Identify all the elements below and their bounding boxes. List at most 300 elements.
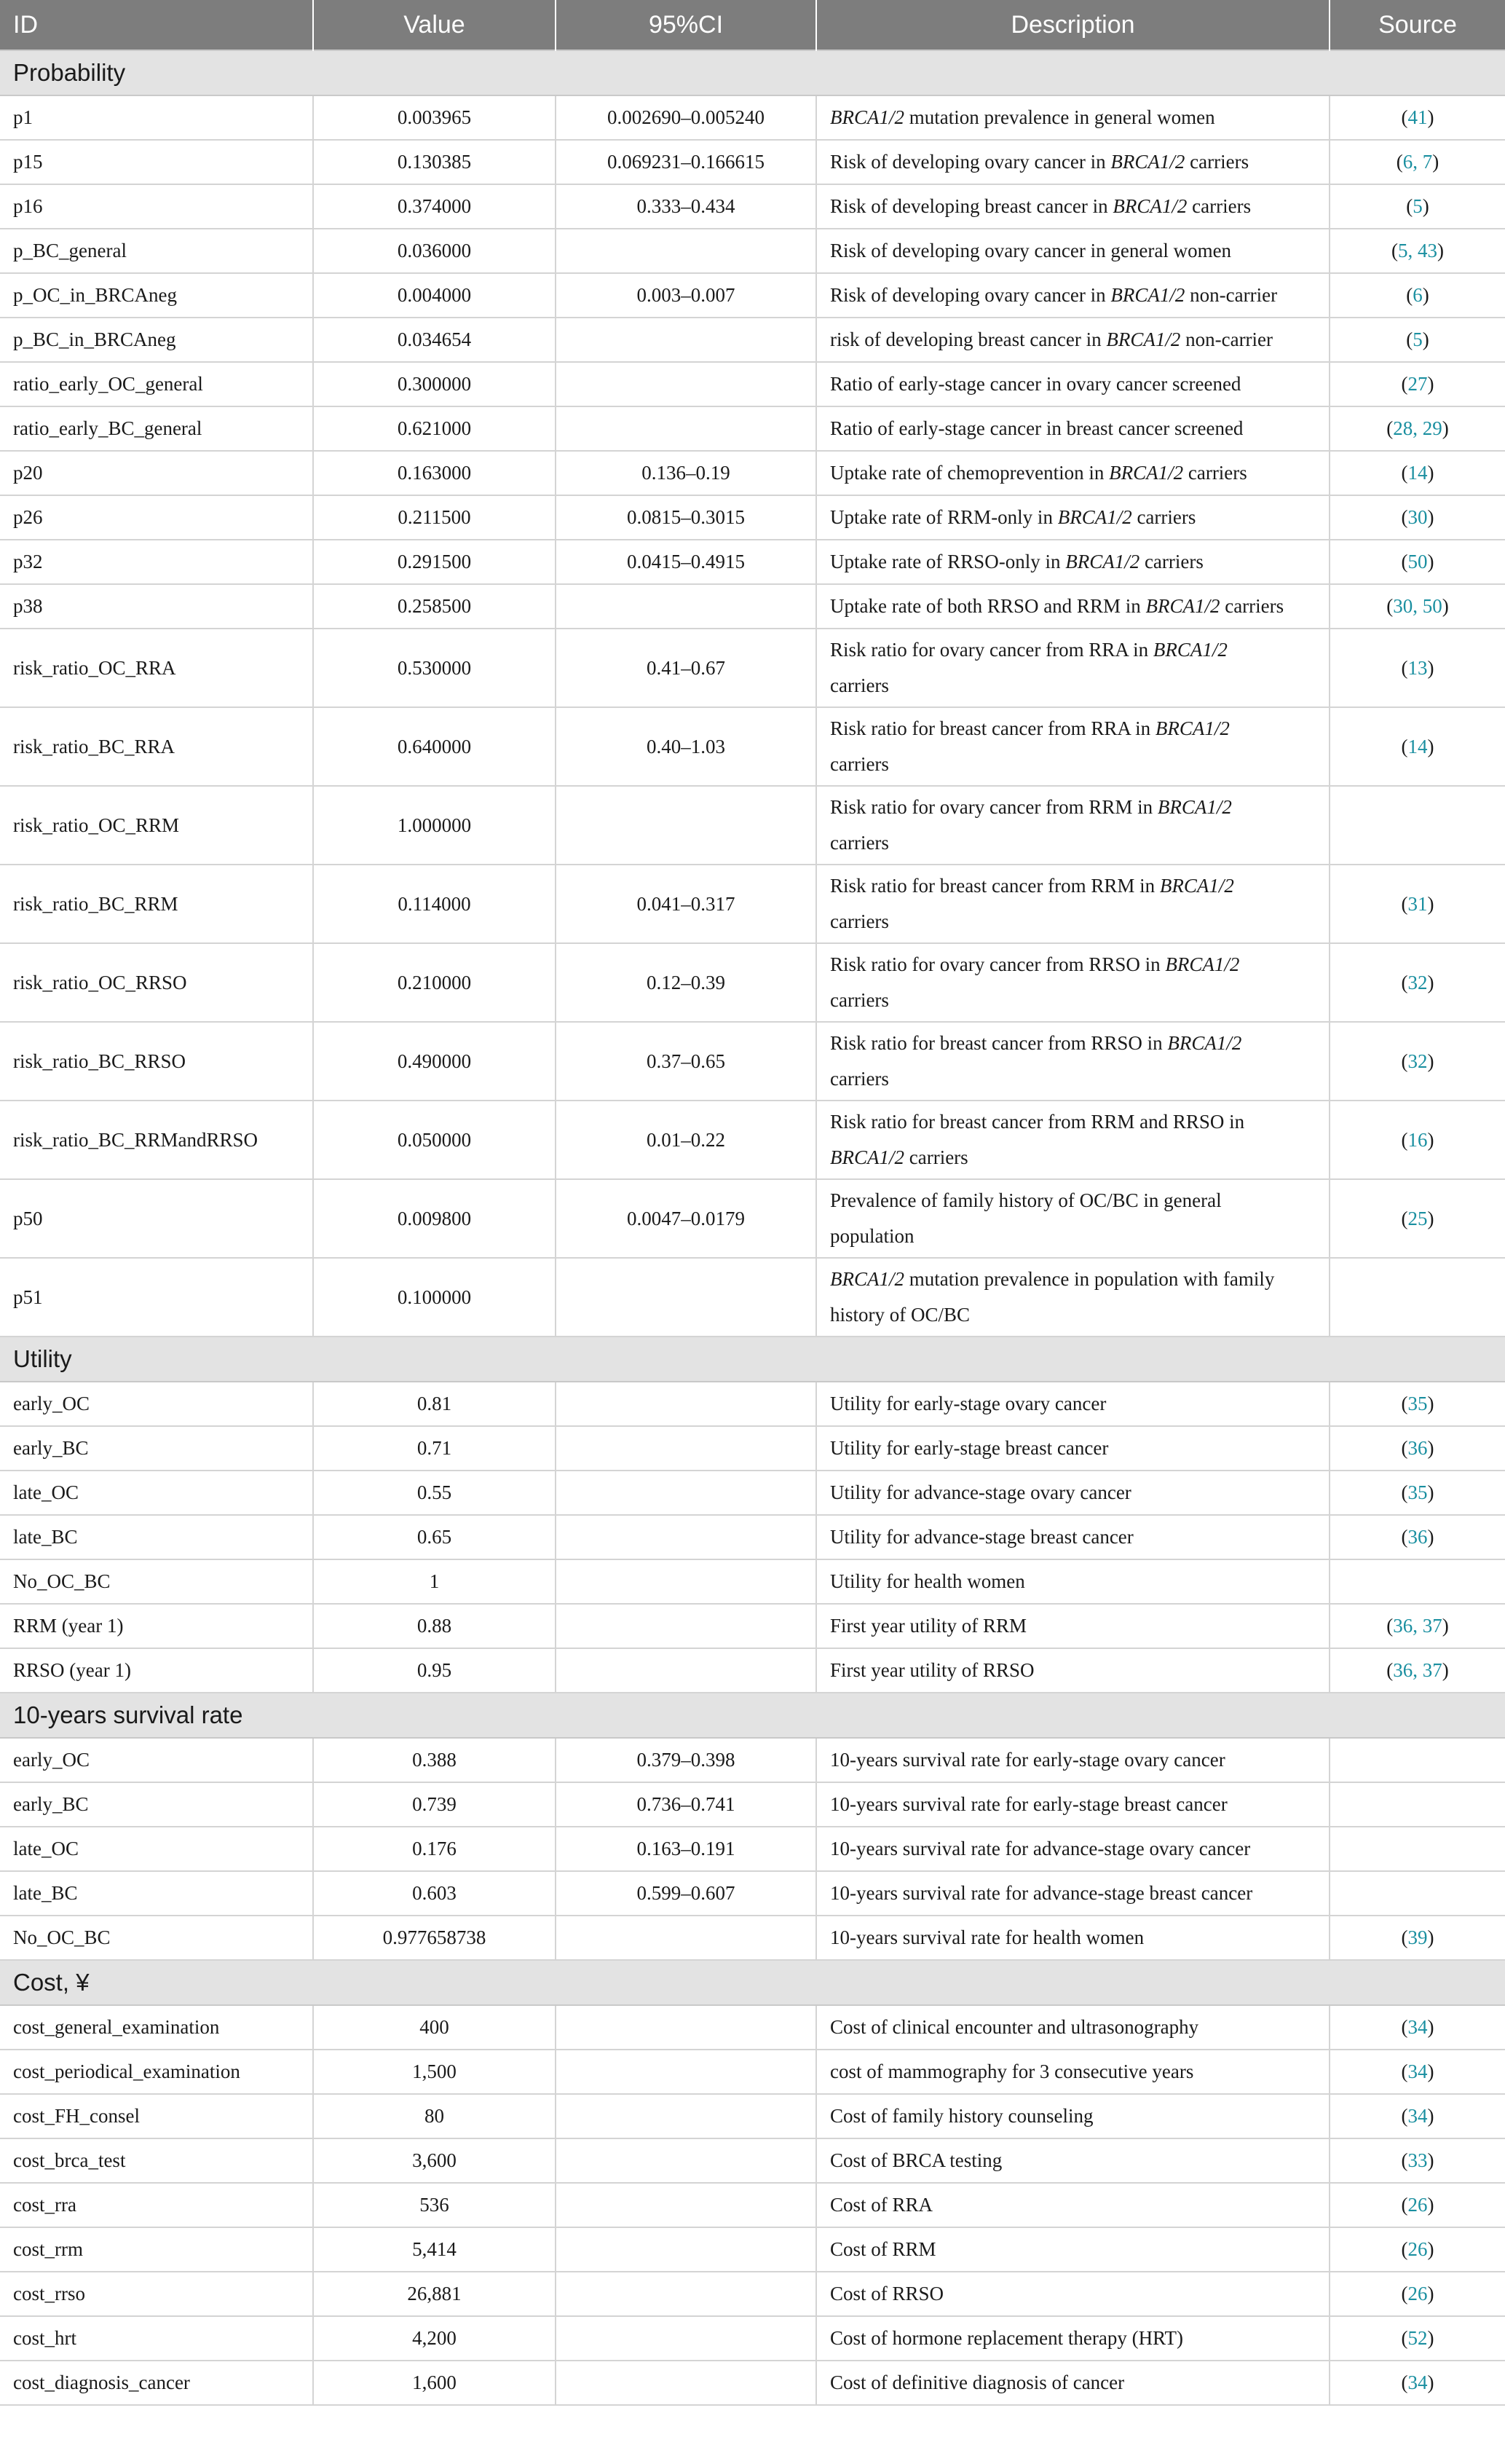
cell-value: 0.009800	[313, 1179, 556, 1258]
description-text: 10-years survival rate for early-stage ovary cancer	[830, 1749, 1225, 1771]
table-row	[0, 2361, 1505, 2405]
cell-source	[1330, 584, 1505, 629]
cell-id: early_OC	[0, 1738, 313, 1782]
description-text: Risk of developing ovary cancer in	[830, 284, 1111, 306]
cell-source	[1330, 1827, 1505, 1871]
open-paren: (	[1401, 1926, 1408, 1948]
cell-value: 5,414	[313, 2227, 556, 2272]
gene-name: BRCA1/2	[1113, 195, 1188, 217]
close-paren: )	[1427, 1437, 1434, 1459]
cell-description	[816, 865, 1330, 943]
reference-link[interactable]: 5	[1413, 328, 1423, 350]
reference-link[interactable]: 14	[1407, 462, 1428, 484]
cell-ci	[556, 2361, 816, 2405]
open-paren: (	[1401, 656, 1408, 679]
cell-source	[1330, 1022, 1505, 1101]
cell-value: 80	[313, 2094, 556, 2138]
open-paren: (	[1401, 2283, 1408, 2304]
description-text: Utility for health women	[830, 1570, 1025, 1592]
cell-ci: 0.736–0.741	[556, 1782, 816, 1827]
cell-value: 400	[313, 2005, 556, 2050]
close-paren: )	[1427, 1393, 1434, 1414]
table-row	[0, 2227, 1505, 2272]
cell-id: early_BC	[0, 1426, 313, 1471]
reference-link[interactable]: 36	[1407, 1526, 1428, 1548]
open-paren: (	[1386, 1659, 1394, 1681]
cell-value: 4,200	[313, 2316, 556, 2361]
cell-ci	[556, 1471, 816, 1515]
description-text: Risk ratio for breast cancer from RRA in	[830, 717, 1156, 739]
cell-value: 0.530000	[313, 629, 556, 707]
cell-id: cost_hrt	[0, 2316, 313, 2361]
close-paren: )	[1427, 2016, 1434, 2038]
description-text: Risk of developing ovary cancer in general women	[830, 240, 1232, 261]
cell-description	[816, 2316, 1330, 2361]
cell-value: 0.739	[313, 1782, 556, 1827]
reference-link[interactable]: 32	[1407, 1050, 1428, 1072]
description-text: 10-years survival rate for early-stage breast cancer	[830, 1793, 1228, 1815]
reference-link[interactable]: 52	[1407, 2327, 1428, 2349]
reference-link[interactable]: 35	[1407, 1481, 1428, 1503]
section-header-row	[0, 1960, 1505, 2005]
cell-id: p32	[0, 540, 313, 584]
cell-id: late_BC	[0, 1515, 313, 1559]
section-header-row	[0, 1693, 1505, 1738]
gene-name: BRCA1/2	[1109, 462, 1184, 484]
cell-source	[1330, 2183, 1505, 2227]
cell-ci	[556, 1604, 816, 1648]
cell-description	[816, 362, 1330, 406]
description-text: carriers	[830, 753, 889, 775]
description-text: carriers	[830, 910, 889, 932]
close-paren: )	[1432, 151, 1439, 173]
cell-source	[1330, 1648, 1505, 1693]
cell-id: p1	[0, 95, 313, 140]
reference-link[interactable]: 34	[1407, 2371, 1428, 2393]
close-paren: )	[1427, 2060, 1434, 2082]
table-row	[0, 318, 1505, 362]
reference-link[interactable]: 30, 50	[1393, 595, 1442, 617]
table-row	[0, 540, 1505, 584]
cell-id: cost_periodical_examination	[0, 2050, 313, 2094]
table-row	[0, 1604, 1505, 1648]
cell-ci: 0.0047–0.0179	[556, 1179, 816, 1258]
cell-value: 0.55	[313, 1471, 556, 1515]
table-row	[0, 1258, 1505, 1337]
cell-value: 0.374000	[313, 184, 556, 229]
description-text: risk of developing breast cancer in	[830, 328, 1107, 350]
cell-value: 0.003965	[313, 95, 556, 140]
cell-source	[1330, 2050, 1505, 2094]
description-text: Risk ratio for ovary cancer from RRSO in	[830, 953, 1166, 975]
cell-ci	[556, 1916, 816, 1960]
description-text: Utility for early-stage breast cancer	[830, 1437, 1109, 1459]
cell-description	[816, 318, 1330, 362]
cell-source	[1330, 1515, 1505, 1559]
cell-source	[1330, 2227, 1505, 2272]
description-text: First year utility of RRM	[830, 1615, 1027, 1637]
cell-description	[816, 629, 1330, 707]
description-text: Cost of BRCA testing	[830, 2149, 1003, 2171]
cell-id: cost_general_examination	[0, 2005, 313, 2050]
table-row	[0, 229, 1505, 273]
reference-link[interactable]: 33	[1407, 2149, 1428, 2171]
cell-id: No_OC_BC	[0, 1559, 313, 1604]
cell-description	[816, 2227, 1330, 2272]
close-paren: )	[1427, 2283, 1434, 2304]
cell-ci	[556, 1382, 816, 1426]
cell-value: 0.050000	[313, 1101, 556, 1179]
cell-description	[816, 1738, 1330, 1782]
close-paren: )	[1427, 1481, 1434, 1503]
open-paren: (	[1386, 1615, 1394, 1637]
reference-link[interactable]: 35	[1407, 1393, 1428, 1414]
cell-value: 536	[313, 2183, 556, 2227]
cell-ci	[556, 786, 816, 865]
cell-description	[816, 1426, 1330, 1471]
gene-name: BRCA1/2	[830, 106, 904, 128]
cell-value: 0.210000	[313, 943, 556, 1022]
reference-link[interactable]: 16	[1407, 1128, 1428, 1151]
description-text: carriers	[830, 1068, 889, 1090]
close-paren: )	[1427, 1050, 1434, 1072]
table-row	[0, 1738, 1505, 1782]
cell-description	[816, 273, 1330, 318]
cell-id: late_OC	[0, 1471, 313, 1515]
cell-source	[1330, 184, 1505, 229]
cell-ci	[556, 2272, 816, 2316]
description-text: Cost of definitive diagnosis of cancer	[830, 2371, 1125, 2393]
section-title: 10-years survival rate	[0, 1693, 1505, 1738]
cell-description	[816, 2094, 1330, 2138]
description-text: carriers	[1187, 195, 1252, 217]
table-row	[0, 786, 1505, 865]
table-row	[0, 495, 1505, 540]
cell-source	[1330, 273, 1505, 318]
cell-id: p20	[0, 451, 313, 495]
cell-value: 1.000000	[313, 786, 556, 865]
cell-ci	[556, 1258, 816, 1337]
cell-description	[816, 707, 1330, 786]
description-text: Ratio of early-stage cancer in ovary cancer screened	[830, 373, 1241, 395]
description-text: Utility for early-stage ovary cancer	[830, 1393, 1107, 1414]
cell-source	[1330, 1559, 1505, 1604]
cell-source	[1330, 1426, 1505, 1471]
gene-name: BRCA1/2	[1167, 1032, 1242, 1054]
reference-link[interactable]: 30	[1407, 506, 1428, 528]
cell-id: risk_ratio_BC_RRSO	[0, 1022, 313, 1101]
cell-description	[816, 1022, 1330, 1101]
cell-id: p16	[0, 184, 313, 229]
cell-description	[816, 2183, 1330, 2227]
open-paren: (	[1401, 551, 1408, 572]
table-row	[0, 362, 1505, 406]
description-text: Risk ratio for breast cancer from RRSO in	[830, 1032, 1168, 1054]
cell-description	[816, 1648, 1330, 1693]
cell-value: 0.490000	[313, 1022, 556, 1101]
cell-id: p_OC_in_BRCAneg	[0, 273, 313, 318]
reference-link[interactable]: 27	[1407, 373, 1428, 395]
reference-link[interactable]: 26	[1407, 2283, 1428, 2304]
cell-ci	[556, 2316, 816, 2361]
cell-ci: 0.163–0.191	[556, 1827, 816, 1871]
section-title: Probability	[0, 50, 1505, 95]
header-description: Description	[816, 0, 1330, 50]
cell-ci	[556, 2227, 816, 2272]
table-row	[0, 406, 1505, 451]
cell-value: 0.258500	[313, 584, 556, 629]
close-paren: )	[1427, 2105, 1434, 2127]
cell-ci: 0.002690–0.005240	[556, 95, 816, 140]
close-paren: )	[1427, 971, 1434, 993]
cell-id: risk_ratio_OC_RRA	[0, 629, 313, 707]
reference-link[interactable]: 26	[1407, 2194, 1428, 2216]
cell-description	[816, 1258, 1330, 1337]
open-paren: (	[1401, 2327, 1408, 2349]
description-text: cost of mammography for 3 consecutive years	[830, 2060, 1194, 2082]
reference-link[interactable]: 36, 37	[1393, 1615, 1442, 1637]
gene-name: BRCA1/2	[1159, 875, 1234, 897]
reference-link[interactable]: 26	[1407, 2238, 1428, 2260]
reference-link[interactable]: 32	[1407, 971, 1428, 993]
cell-ci	[556, 2094, 816, 2138]
cell-ci	[556, 584, 816, 629]
table-row	[0, 2316, 1505, 2361]
cell-description	[816, 2272, 1330, 2316]
open-paren: (	[1406, 328, 1413, 350]
table-row	[0, 1871, 1505, 1916]
cell-source	[1330, 786, 1505, 865]
cell-value: 1,600	[313, 2361, 556, 2405]
close-paren: )	[1442, 595, 1449, 617]
cell-source	[1330, 2138, 1505, 2183]
cell-value: 1,500	[313, 2050, 556, 2094]
open-paren: (	[1401, 1526, 1408, 1548]
reference-link[interactable]: 34	[1407, 2016, 1428, 2038]
reference-link[interactable]: 50	[1407, 551, 1428, 572]
cell-description	[816, 584, 1330, 629]
cell-id: No_OC_BC	[0, 1916, 313, 1960]
description-text: carriers	[1185, 151, 1249, 173]
cell-value: 0.603	[313, 1871, 556, 1916]
reference-link[interactable]: 28, 29	[1393, 417, 1442, 439]
cell-description	[816, 2361, 1330, 2405]
cell-source	[1330, 2272, 1505, 2316]
cell-description	[816, 1827, 1330, 1871]
reference-link[interactable]: 5, 43	[1398, 240, 1437, 261]
description-text: carriers	[1220, 595, 1284, 617]
reference-link[interactable]: 6	[1413, 284, 1423, 306]
cell-ci	[556, 406, 816, 451]
open-paren: (	[1401, 1207, 1408, 1229]
close-paren: )	[1422, 195, 1429, 217]
header-value: Value	[313, 0, 556, 50]
gene-name: BRCA1/2	[1065, 551, 1140, 572]
table-row	[0, 1101, 1505, 1179]
cell-description	[816, 1782, 1330, 1827]
cell-description	[816, 1559, 1330, 1604]
cell-description	[816, 406, 1330, 451]
cell-ci	[556, 318, 816, 362]
cell-id: cost_brca_test	[0, 2138, 313, 2183]
cell-source	[1330, 540, 1505, 584]
description-text: non-carrier	[1185, 284, 1278, 306]
cell-value: 0.640000	[313, 707, 556, 786]
close-paren: )	[1437, 240, 1444, 261]
cell-description	[816, 2050, 1330, 2094]
cell-value: 0.71	[313, 1426, 556, 1471]
cell-value: 0.036000	[313, 229, 556, 273]
cell-source	[1330, 2361, 1505, 2405]
reference-link[interactable]: 6, 7	[1402, 151, 1433, 173]
cell-ci: 0.136–0.19	[556, 451, 816, 495]
open-paren: (	[1396, 151, 1403, 173]
cell-description	[816, 495, 1330, 540]
cell-value: 0.88	[313, 1604, 556, 1648]
cell-id: cost_rrm	[0, 2227, 313, 2272]
reference-link[interactable]: 39	[1407, 1926, 1428, 1948]
cell-ci	[556, 1559, 816, 1604]
table-row	[0, 2050, 1505, 2094]
cell-source	[1330, 865, 1505, 943]
cell-ci: 0.01–0.22	[556, 1101, 816, 1179]
table-row	[0, 2138, 1505, 2183]
reference-link[interactable]: 13	[1407, 656, 1428, 679]
close-paren: )	[1427, 106, 1434, 128]
close-paren: )	[1442, 1659, 1449, 1681]
table-row	[0, 865, 1505, 943]
cell-ci: 0.003–0.007	[556, 273, 816, 318]
reference-link[interactable]: 36, 37	[1393, 1659, 1442, 1681]
close-paren: )	[1422, 284, 1429, 306]
cell-id: p38	[0, 584, 313, 629]
reference-link[interactable]: 14	[1407, 735, 1428, 757]
table-row	[0, 1782, 1505, 1827]
cell-id: cost_rra	[0, 2183, 313, 2227]
description-text: Cost of RRSO	[830, 2283, 944, 2304]
cell-value: 0.291500	[313, 540, 556, 584]
description-text: Uptake rate of RRSO-only in	[830, 551, 1066, 572]
table-row	[0, 1827, 1505, 1871]
cell-ci	[556, 1648, 816, 1693]
cell-id: risk_ratio_BC_RRM	[0, 865, 313, 943]
reference-link[interactable]: 5	[1413, 195, 1423, 217]
cell-ci: 0.40–1.03	[556, 707, 816, 786]
cell-description	[816, 2138, 1330, 2183]
reference-link[interactable]: 25	[1407, 1207, 1428, 1229]
description-text: Uptake rate of both RRSO and RRM in	[830, 595, 1146, 617]
table-row	[0, 2183, 1505, 2227]
close-paren: )	[1427, 892, 1434, 915]
table-row	[0, 707, 1505, 786]
cell-source	[1330, 1738, 1505, 1782]
cell-source	[1330, 406, 1505, 451]
table-row	[0, 1559, 1505, 1604]
reference-link[interactable]: 34	[1407, 2060, 1428, 2082]
open-paren: (	[1401, 1393, 1408, 1414]
cell-value: 0.388	[313, 1738, 556, 1782]
cell-ci	[556, 2138, 816, 2183]
cell-id: risk_ratio_BC_RRMandRRSO	[0, 1101, 313, 1179]
cell-source	[1330, 2094, 1505, 2138]
open-paren: (	[1401, 2149, 1408, 2171]
cell-source	[1330, 629, 1505, 707]
open-paren: (	[1401, 106, 1408, 128]
open-paren: (	[1401, 2060, 1408, 2082]
table-row	[0, 273, 1505, 318]
cell-source	[1330, 2005, 1505, 2050]
close-paren: )	[1427, 1128, 1434, 1151]
cell-ci: 0.599–0.607	[556, 1871, 816, 1916]
open-paren: (	[1401, 506, 1408, 528]
header-ci: 95%CI	[556, 0, 816, 50]
close-paren: )	[1427, 2371, 1434, 2393]
close-paren: )	[1427, 735, 1434, 757]
cell-value: 0.004000	[313, 273, 556, 318]
cell-ci	[556, 229, 816, 273]
description-text: Utility for advance-stage breast cancer	[830, 1526, 1134, 1548]
description-text: carriers	[830, 989, 889, 1011]
cell-ci	[556, 2050, 816, 2094]
reference-link[interactable]: 41	[1407, 106, 1428, 128]
cell-ci: 0.37–0.65	[556, 1022, 816, 1101]
table-row	[0, 1426, 1505, 1471]
close-paren: )	[1442, 417, 1449, 439]
description-text: carriers	[1183, 462, 1247, 484]
cell-ci: 0.333–0.434	[556, 184, 816, 229]
cell-description	[816, 451, 1330, 495]
open-paren: (	[1401, 2016, 1408, 2038]
open-paren: (	[1401, 1437, 1408, 1459]
cell-id: late_BC	[0, 1871, 313, 1916]
cell-source	[1330, 362, 1505, 406]
table-row	[0, 184, 1505, 229]
reference-link[interactable]: 36	[1407, 1437, 1428, 1459]
description-text: Cost of clinical encounter and ultrasonography	[830, 2016, 1199, 2038]
open-paren: (	[1401, 2105, 1408, 2127]
cell-source	[1330, 943, 1505, 1022]
cell-description	[816, 1382, 1330, 1426]
cell-description	[816, 540, 1330, 584]
cell-source	[1330, 1782, 1505, 1827]
reference-link[interactable]: 31	[1407, 892, 1428, 915]
cell-source	[1330, 1916, 1505, 1960]
close-paren: )	[1442, 1615, 1449, 1637]
gene-name: BRCA1/2	[1057, 506, 1132, 528]
description-text: Risk ratio for breast cancer from RRM in	[830, 875, 1160, 897]
cell-id: p26	[0, 495, 313, 540]
cell-value: 0.176	[313, 1827, 556, 1871]
cell-id: risk_ratio_BC_RRA	[0, 707, 313, 786]
table-row	[0, 1179, 1505, 1258]
header-id: ID	[0, 0, 313, 50]
section-title: Utility	[0, 1337, 1505, 1382]
close-paren: )	[1427, 1526, 1434, 1548]
close-paren: )	[1422, 328, 1429, 350]
description-text: Uptake rate of RRM-only in	[830, 506, 1058, 528]
cell-id: ratio_early_OC_general	[0, 362, 313, 406]
cell-value: 0.81	[313, 1382, 556, 1426]
cell-description	[816, 1101, 1330, 1179]
section-title: Cost, ¥	[0, 1960, 1505, 2005]
cell-ci: 0.12–0.39	[556, 943, 816, 1022]
table-row	[0, 1648, 1505, 1693]
cell-source	[1330, 1604, 1505, 1648]
reference-link[interactable]: 34	[1407, 2105, 1428, 2127]
close-paren: )	[1427, 656, 1434, 679]
table-row	[0, 584, 1505, 629]
table-row	[0, 629, 1505, 707]
